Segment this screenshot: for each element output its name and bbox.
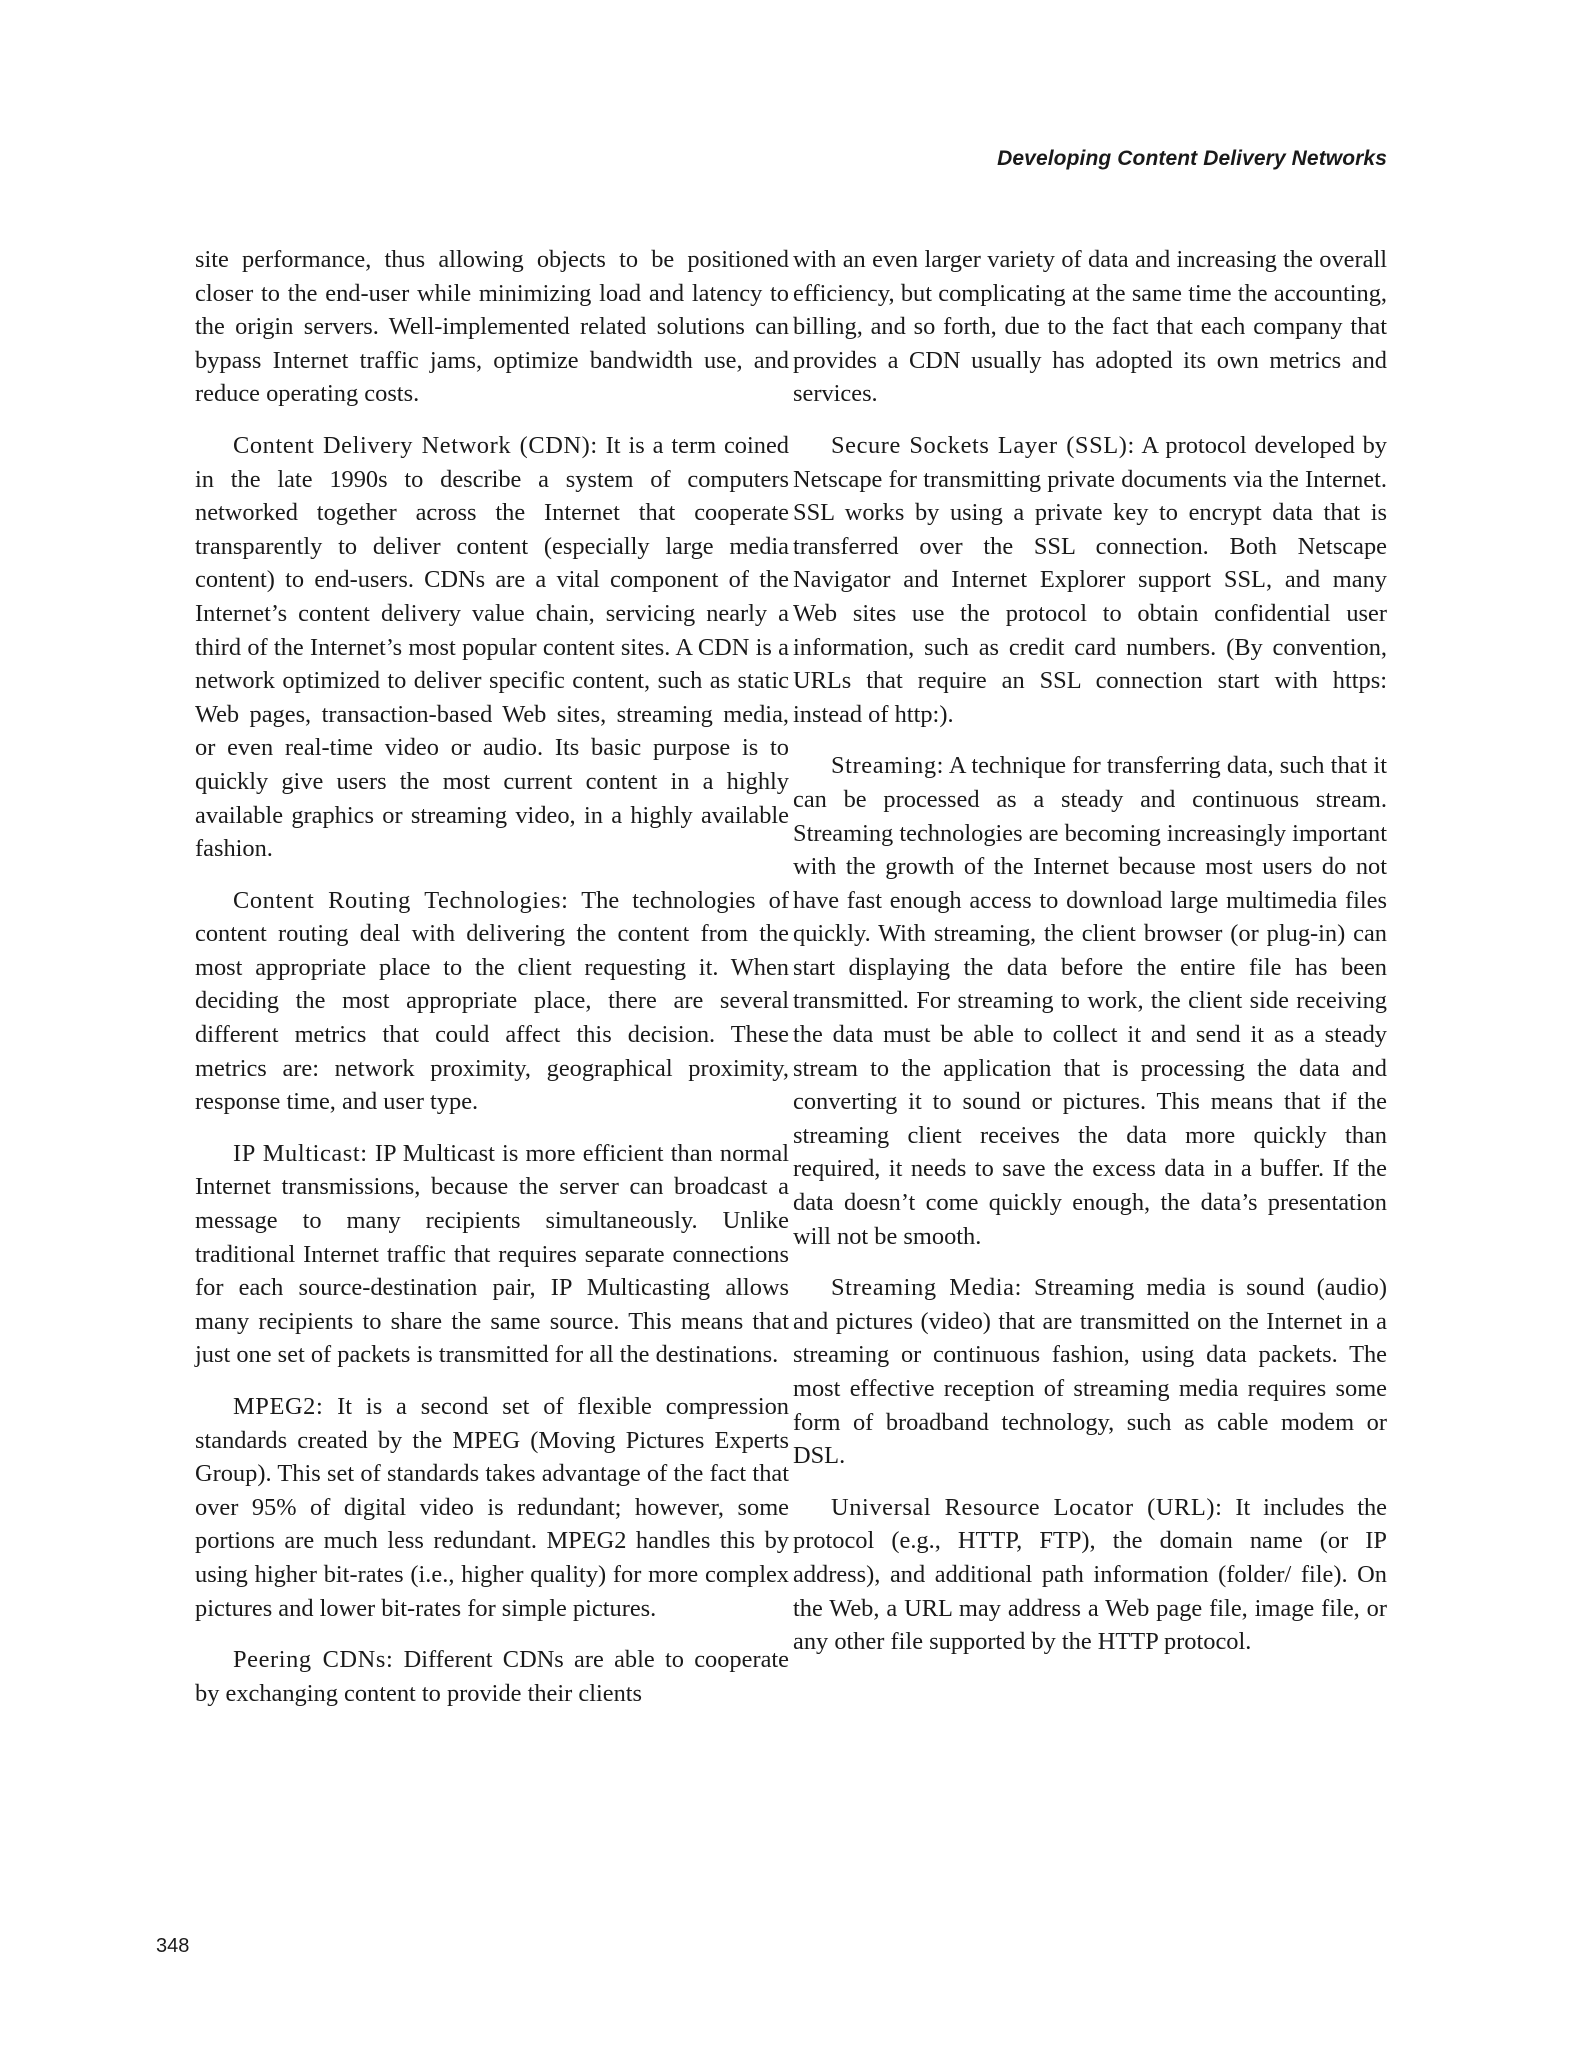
left-column [195,243,789,1728]
glossary-term: Streaming: [831,752,945,780]
running-header: Developing Content Delivery Networks [997,147,1387,170]
glossary-entry-ssl [793,429,1387,731]
glossary-entry-ip-multicast [195,1137,789,1372]
glossary-term: Secure Sockets Layer (SSL): [831,431,1135,459]
glossary-definition: A technique for transferring data, such that it can be processed as a steady and continuous stream. Streaming technologies are becoming increasingly important with the growth of the Internet because most users do not have fast enough access to download large multimedia files quickly. With streaming, the client browser (or plug-in) can start displaying the data before the entire file has been transmitted. For streaming to work, the client side receiving the data must be able to collect it and send it as a steady stream to the application that is processing the data and converting it to sound or pictures. This means that if the streaming client receives the data more quickly than required, it needs to save the excess data in a buffer. If the data doesn’t come quickly enough, the data’s presentation will not be smooth. [793,752,1388,1250]
glossary-definition: It is a second set of flexible compression standards created by the MPEG (Moving Pictures Experts Group). This set of standards takes advantage of the fact that over 95% of digital video is redundant; however, some portions are much less redundant. MPEG2 handles this by using higher bit-rates (i.e., higher quality) for more complex pictures and lower bit-rates for simple pictures. [195,1393,789,1622]
glossary-entry-cdn [195,429,789,866]
glossary-definition: The technologies of content routing deal with delivering the content from the most appropriate place to the client requesting it. When deciding the most appropriate place, there are several different metrics that could affect this decision. These metrics are: network proximity, geographical proximity, response time, and user type. [195,886,789,1116]
glossary-definition: It is a term coined in the late 1990s to describe a system of computers networked together across the Internet that cooperate transparently to deliver content (especially large media content) to end-users. CDNs are a vital component of the Internet’s content delivery value chain, servicing nearly a third of the Internet’s most popular content sites. A CDN is a network optimized to deliver specific content, such as static Web pages, transaction-based Web sites, streaming media, or even real-time video or audio. Its basic purpose is to quickly give users the most current content in a highly available graphics or streaming video, in a highly available fashion. [195,431,789,863]
glossary-term: Universal Resource Locator (URL): [831,1493,1223,1521]
glossary-entry-content-routing [195,884,789,1119]
glossary-definition: It includes the protocol (e.g., HTTP, FTP), the domain name (or IP address), and additional path information (folder/ file). On the Web, a URL may address a Web page file, image file, or any other file supported by the HTTP protocol. [793,1493,1387,1656]
glossary-term: Content Routing Technologies: [233,886,569,914]
glossary-definition: Streaming media is sound (audio) and pictures (video) that are transmitted on the Internet in a streaming or continuous fashion, using data packets. The most effective reception of streaming media requires some form of broadband technology, such as cable modem or DSL. [793,1274,1387,1470]
glossary-term: Peering CDNs: [233,1646,394,1674]
continued-paragraph: with an even larger variety of data and increasing the overall efficiency, but complicating at the same time the accounting, billing, and so forth, due to the fact that each company that provides a CDN usually has adopted its own metrics and services. [793,246,1387,408]
glossary-term: MPEG2: [233,1393,324,1420]
glossary-entry-peering-cdns [195,1643,789,1710]
glossary-entry-url [793,1491,1387,1659]
glossary-definition: A protocol developed by Netscape for transmitting private documents via the Internet. SSL works by using a private key to encrypt data that is transferred over the SSL connection. Both Netscape Navigator and Internet Explorer support SSL, and many Web sites use the protocol to obtain confidential user information, such as credit card numbers. (By convention, URLs that require an SSL connection start with https: instead of http:). [793,431,1387,728]
continued-paragraph: site performance, thus allowing objects to be positioned closer to the end-user while minimizing load and latency to the origin servers. Well-implemented related solutions can bypass Internet traffic jams, optimize bandwidth use, and reduce operating costs. [195,246,789,408]
page-number: 348 [156,1935,190,1957]
right-column [793,243,1387,1677]
glossary-term: IP Multicast: [233,1139,368,1167]
glossary-term: Streaming Media: [831,1274,1022,1302]
glossary-definition: IP Multicast is more efficient than normal Internet transmissions, because the server can broadcast a message to many recipients simultaneously. Unlike traditional Internet traffic that requires separate connections for each source-destination pair, IP Multicasting allows many recipients to share the same source. This means that just one set of packets is transmitted for all the destinations. [195,1139,789,1369]
glossary-entry-mpeg2 [195,1390,789,1625]
glossary-entry-streaming-media [793,1271,1387,1473]
glossary-definition: Different CDNs are able to cooperate by exchanging content to provide their clients [195,1646,790,1707]
glossary-term: Content Delivery Network (CDN): [233,431,598,459]
glossary-entry-streaming [793,749,1387,1253]
